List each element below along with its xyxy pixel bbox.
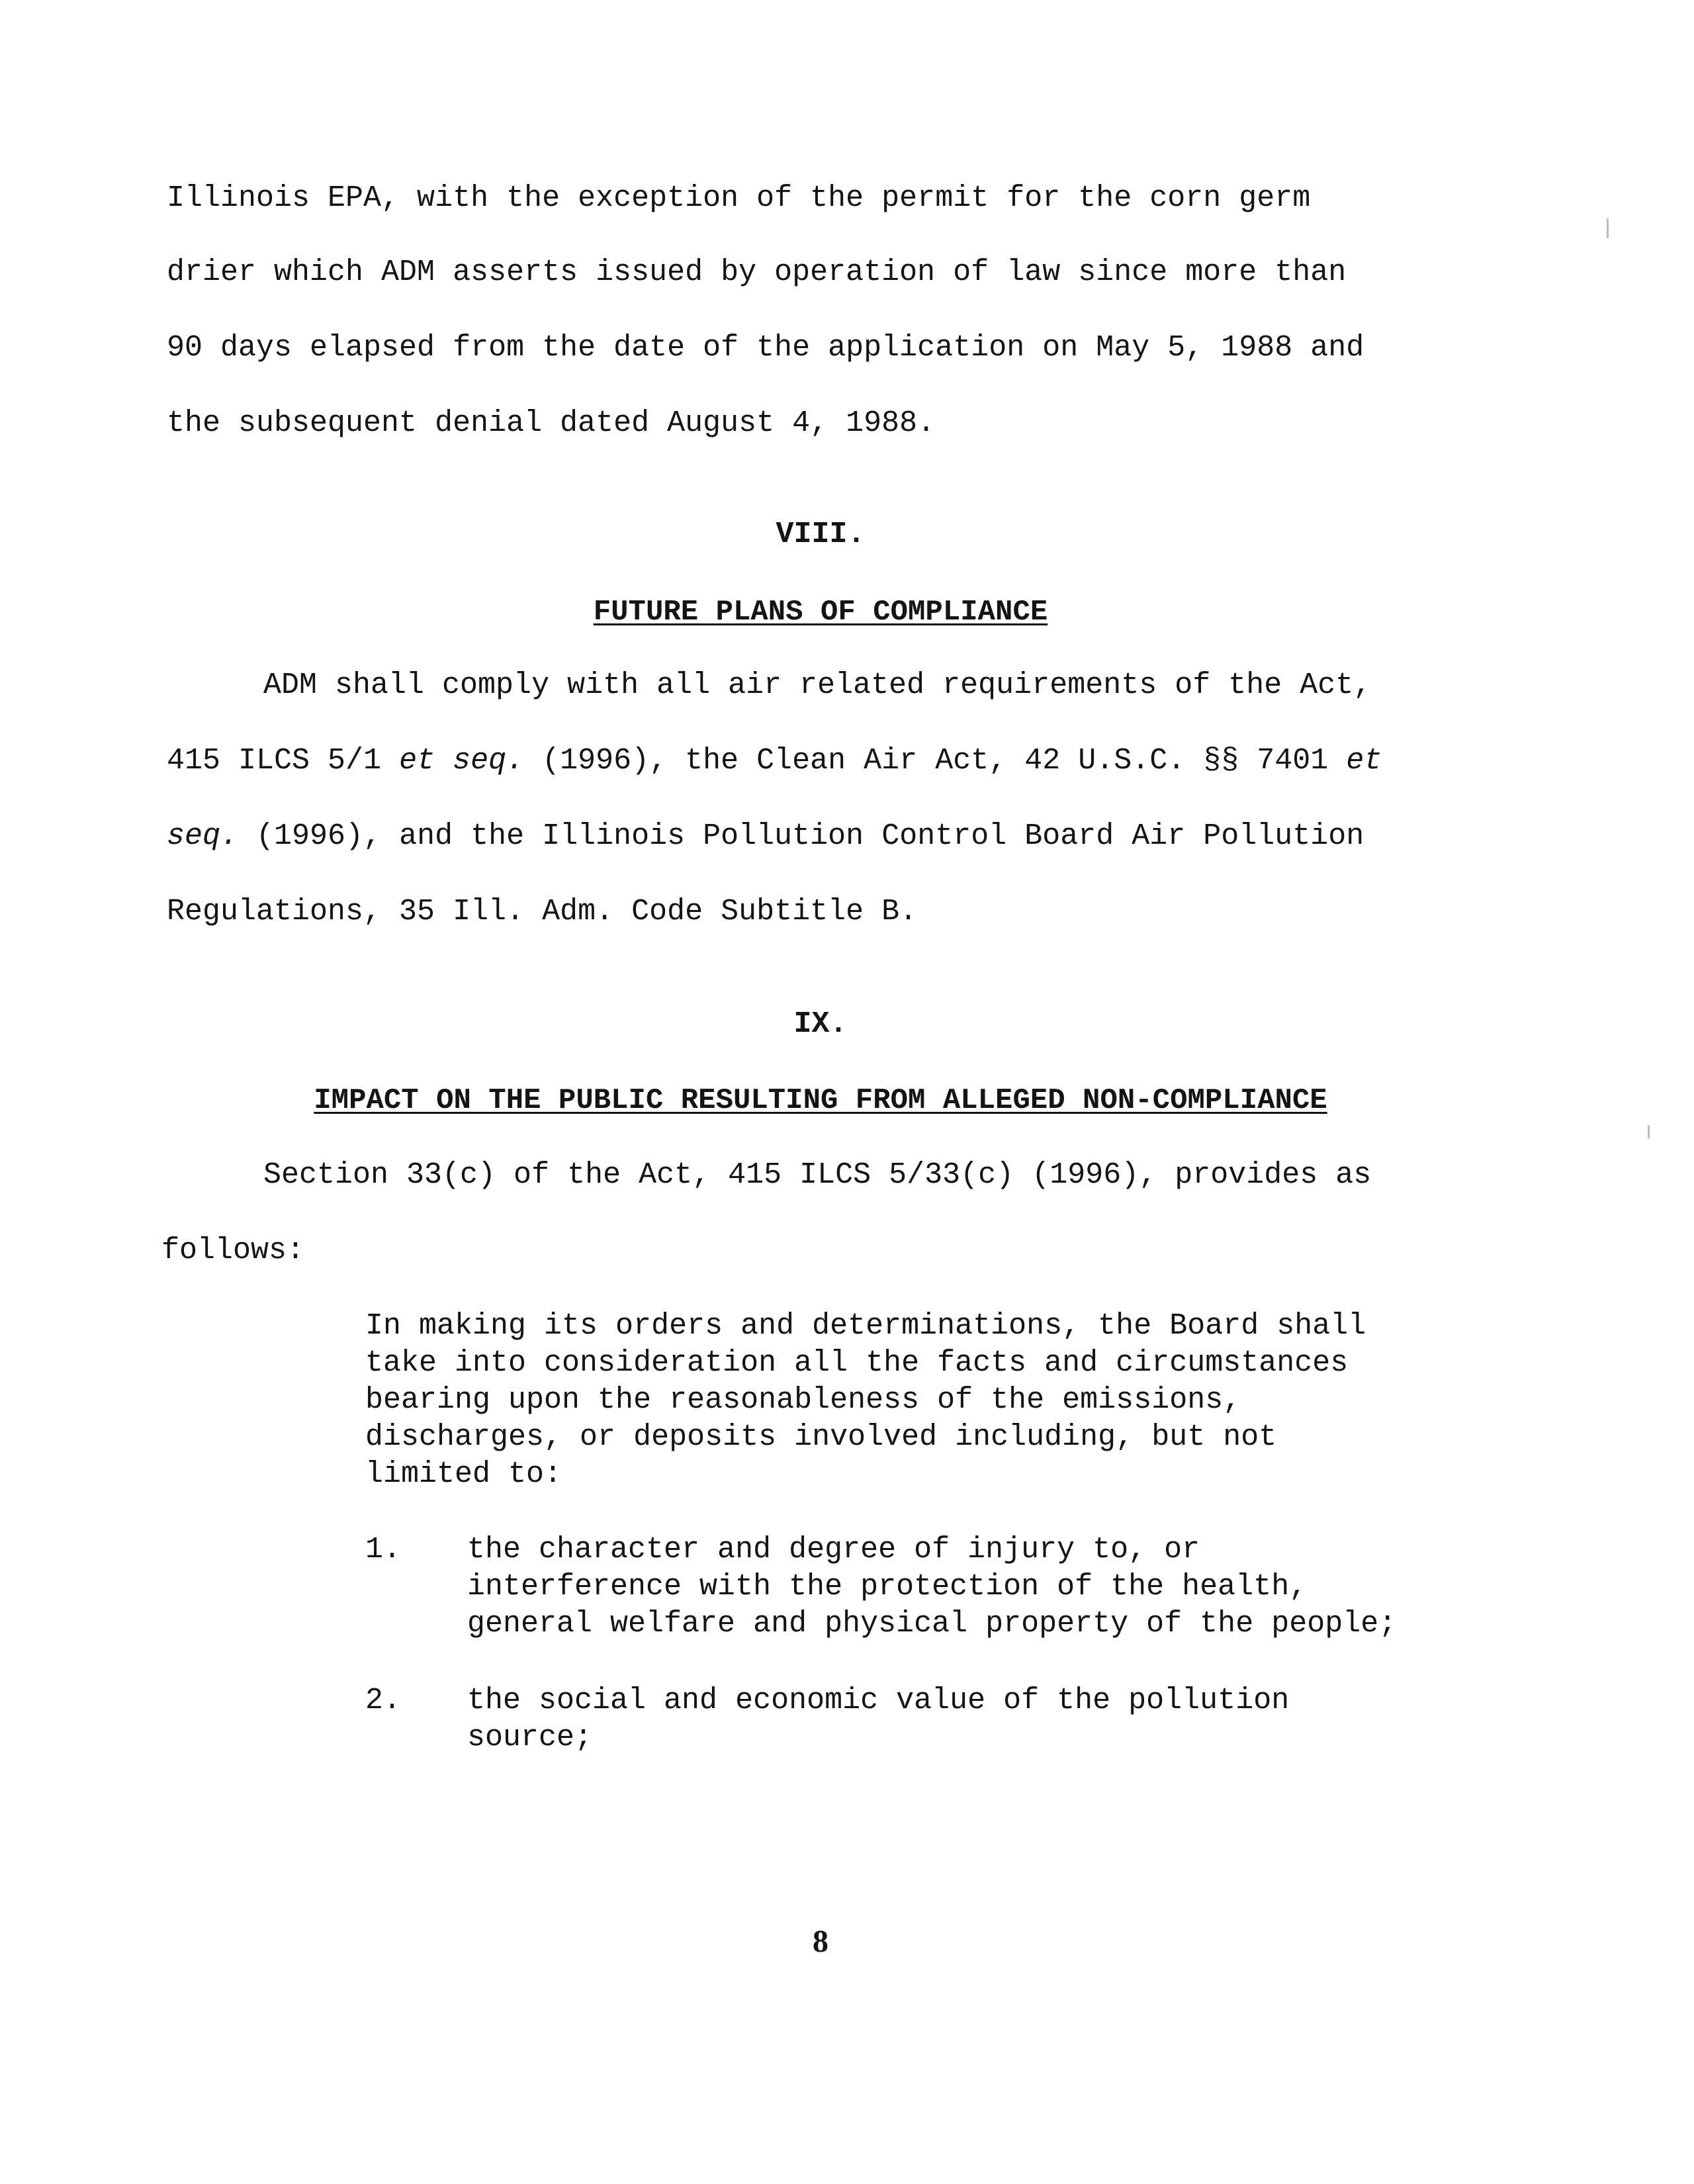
quote-line: take into consideration all the facts and circumstances bbox=[365, 1346, 1349, 1380]
quote-line: discharges, or deposits involved including, but not bbox=[365, 1420, 1277, 1454]
scan-artifact bbox=[1607, 218, 1609, 238]
paragraph-line: 90 days elapsed from the date of the application on May 5, 1988 and bbox=[167, 331, 1364, 365]
list-item-number: 1. bbox=[365, 1533, 402, 1567]
list-item-line: the character and degree of injury to, or bbox=[467, 1533, 1200, 1567]
quote-line: limited to: bbox=[365, 1457, 562, 1491]
list-item-line: source; bbox=[467, 1721, 593, 1754]
section-title-viii: FUTURE PLANS OF COMPLIANCE bbox=[593, 596, 1048, 629]
list-item-line: interference with the protection of the health, bbox=[467, 1570, 1308, 1604]
paragraph-line: 415 ILCS 5/1 et seq. (1996), the Clean Air Act, 42 U.S.C. §§ 7401 et bbox=[167, 744, 1382, 778]
quote-line: In making its orders and determinations, the Board shall bbox=[365, 1309, 1366, 1343]
scan-artifact bbox=[1648, 1125, 1650, 1138]
section-title-ix: IMPACT ON THE PUBLIC RESULTING FROM ALLEGED NON-COMPLIANCE bbox=[314, 1084, 1327, 1117]
paragraph-line: Regulations, 35 Ill. Adm. Code Subtitle B. bbox=[167, 895, 918, 929]
page-number: 8 bbox=[813, 1924, 828, 1959]
paragraph-line: follows: bbox=[161, 1234, 305, 1267]
quote-line: bearing upon the reasonableness of the emissions, bbox=[365, 1383, 1241, 1417]
paragraph-line: seq. (1996), and the Illinois Pollution Control Board Air Pollution bbox=[167, 819, 1364, 853]
paragraph-line: drier which ADM asserts issued by operation of law since more than bbox=[167, 255, 1347, 289]
section-number-ix: IX. bbox=[793, 1007, 848, 1041]
list-item-number: 2. bbox=[365, 1684, 402, 1717]
paragraph-line: ADM shall comply with all air related requirements of the Act, bbox=[263, 668, 1372, 702]
list-item-line: general welfare and physical property of the people; bbox=[467, 1607, 1397, 1641]
section-number-viii: VIII. bbox=[776, 518, 866, 551]
paragraph-line: Section 33(c) of the Act, 415 ILCS 5/33(c) (1996), provides as bbox=[263, 1158, 1372, 1192]
list-item-line: the social and economic value of the pollution bbox=[467, 1684, 1290, 1717]
paragraph-line: the subsequent denial dated August 4, 1988. bbox=[167, 406, 936, 440]
paragraph-line: Illinois EPA, with the exception of the permit for the corn germ bbox=[167, 181, 1311, 215]
